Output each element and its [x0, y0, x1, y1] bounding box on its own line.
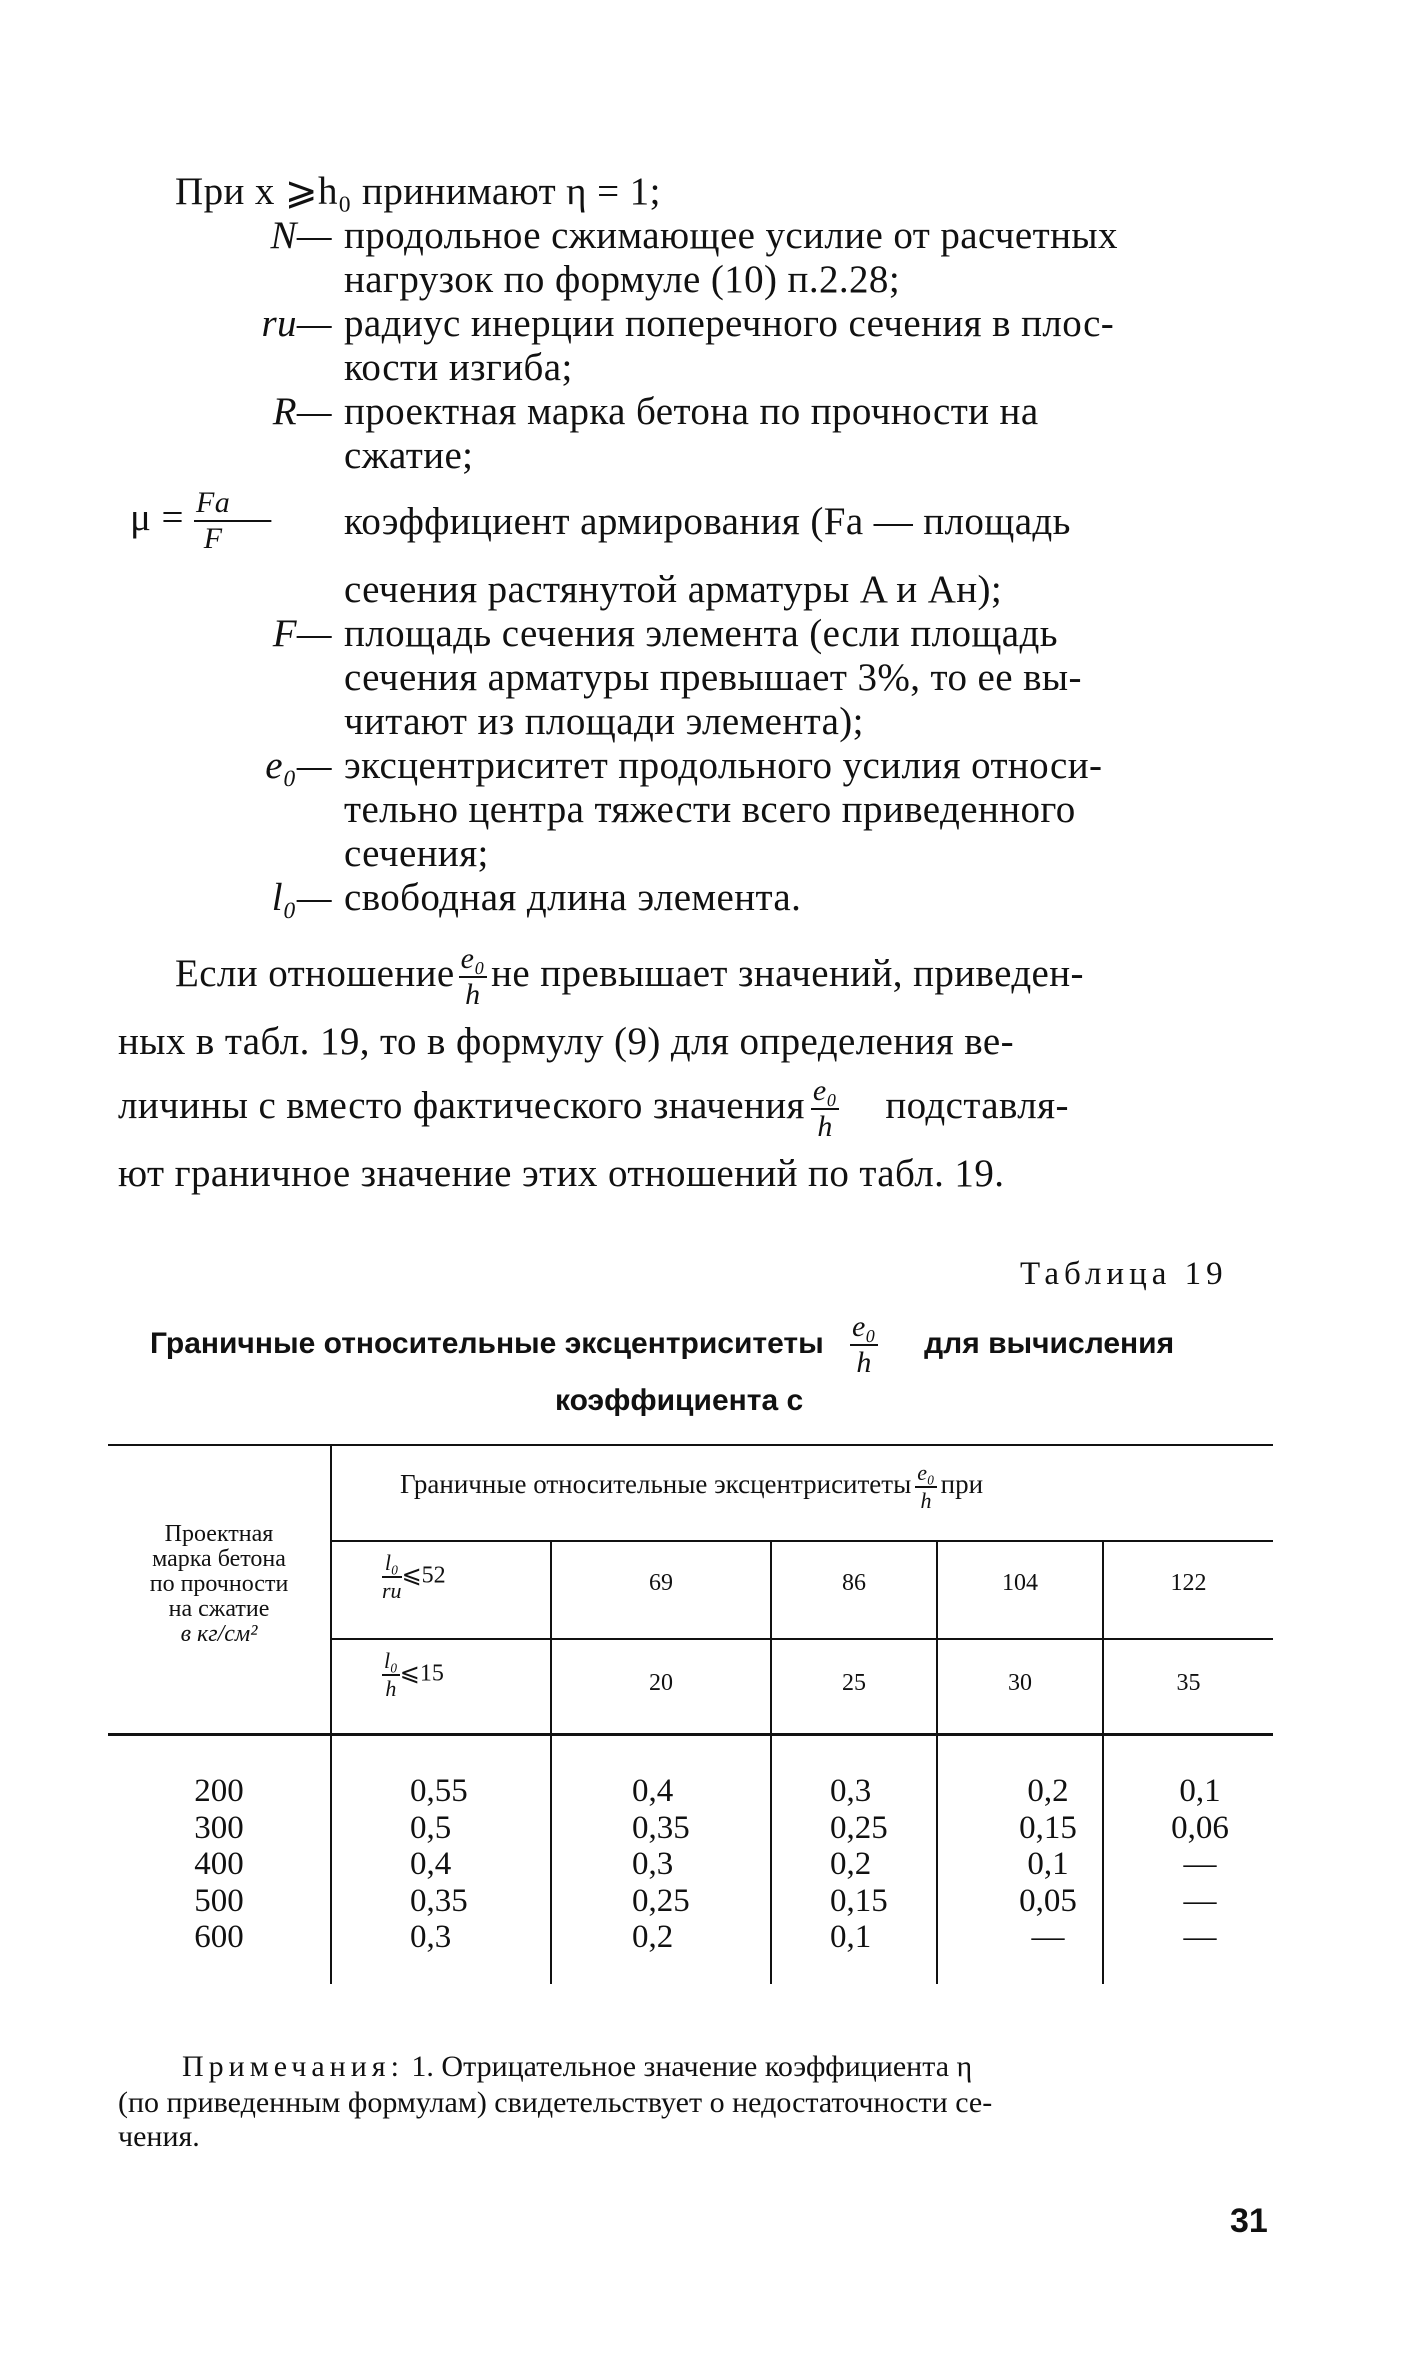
table-caption-line2: коэффициента c: [555, 1384, 804, 1417]
value-column-3: 0,3 0,25 0,2 0,15 0,1: [830, 1773, 888, 1955]
symbol-e0: e₀—: [265, 744, 332, 787]
value-column-2: 0,4 0,35 0,3 0,25 0,2: [632, 1773, 690, 1955]
symbol-mu: μ = $\frac{Fa}{F}$ —: [130, 486, 272, 555]
table-top-rule: [108, 1444, 1273, 1446]
row1-value-3: 104: [1002, 1570, 1038, 1596]
caption-fraction: $\frac{\text{e₀}}{h}$: [852, 1310, 876, 1379]
ratio-fraction-1: $\frac{\text{e₀}}{h}$: [460, 942, 486, 1011]
page-number: 31: [1230, 2202, 1268, 2240]
paragraph-line4: ют граничное значение этих отношений по табл. 19.: [118, 1152, 1005, 1195]
table-mid-rule: [332, 1638, 1273, 1640]
row2-value-4: 35: [1176, 1670, 1201, 1696]
row2-value-1: 20: [649, 1670, 673, 1696]
row1-value-2: 86: [842, 1570, 866, 1596]
table-label: Таблица 19: [1020, 1256, 1228, 1292]
table-body-rule: [108, 1733, 1273, 1736]
row2-value-2: 25: [842, 1670, 866, 1696]
paragraph-line2: ных в табл. 19, то в формулу (9) для определения ве-: [118, 1020, 1014, 1063]
table-caption-line1: Граничные относительные эксцентриситеты $\frac{\text{e₀}}{h}$ для вычисления: [150, 1310, 1175, 1379]
note-line2: (по приведенным формулам) свидетельствует о недостаточности се-: [118, 2086, 993, 2119]
group-header: Граничные относительные эксцентриситеты $\frac{\text{e₀}}{h}$ при: [400, 1460, 984, 1513]
definition-e0-line3: сечения;: [344, 832, 489, 875]
definition-n-line2: нагрузок по формуле (10) п.2.28;: [344, 258, 901, 301]
row-header: Проектная марка бетона по прочности на сжатие в кг/см²: [149, 1521, 289, 1647]
intro-line: При x ⩾h₀ принимают η = 1;: [175, 170, 661, 213]
definition-e0-line1: эксцентриситет продольного усилия относи-: [344, 744, 1103, 787]
row1-label: $\frac{\text{l₀}}{rи}$ ⩽52: [382, 1550, 446, 1603]
grade-column: 200 300 400 500 600: [194, 1773, 244, 1955]
symbol-f: F—: [272, 612, 332, 655]
symbol-big-r: R—: [272, 390, 332, 433]
table-vline-2: [550, 1540, 552, 1984]
definition-e0-line2: тельно центра тяжести всего приведенного: [344, 788, 1076, 831]
definition-r-line1: радиус инерции поперечного сечения в плос-: [344, 302, 1115, 345]
value-column-5: 0,1 0,06 — — —: [1171, 1773, 1229, 1955]
mu-fraction: $\frac{Fa}{F}$: [196, 486, 231, 555]
definition-big-r-line2: сжатие;: [344, 434, 474, 477]
row2-value-3: 30: [1008, 1670, 1032, 1696]
definition-r-line2: кости изгиба;: [344, 346, 573, 389]
table-vline-1: [330, 1444, 332, 1984]
value-column-1: 0,55 0,5 0,4 0,35 0,3: [410, 1773, 468, 1955]
symbol-r: rи—: [261, 302, 332, 345]
symbol-l0: l₀—: [271, 876, 332, 919]
ratio-fraction-2: $\frac{\text{e₀}}{h}$: [812, 1074, 838, 1143]
table-vline-3: [770, 1540, 772, 1984]
value-column-4: 0,2 0,15 0,1 0,05 —: [1019, 1773, 1077, 1955]
row2-fraction: $\frac{\text{l₀}}{h}$: [384, 1648, 398, 1701]
table-header-rule: [332, 1540, 1273, 1542]
paragraph-line3: личины c вместо фактического значения $\frac{\text{e₀}}{h}$ подставля-: [118, 1074, 1069, 1143]
row1-value-1: 69: [649, 1570, 673, 1596]
definition-mu-line1: коэффициент армирования (Fa — площадь: [344, 500, 1071, 543]
paragraph-line1: Если отношение $\frac{\text{e₀}}{h}$ не превышает значений, приведен-: [175, 942, 1084, 1011]
note-line1: Примечания: 1. Отрицательное значение коэффициента η: [182, 2050, 973, 2083]
definition-n-line1: продольное сжимающее усилие от расчетных: [344, 214, 1118, 257]
table-vline-4: [936, 1540, 938, 1984]
definition-big-r-line1: проектная марка бетона по прочности на: [344, 390, 1039, 433]
group-header-fraction: $\frac{\text{e₀}}{h}$: [917, 1460, 935, 1513]
row2-label: $\frac{\text{l₀}}{h}$ ⩽15: [384, 1648, 444, 1701]
table-vline-5: [1102, 1540, 1104, 1984]
definition-f-line2: сечения арматуры превышает 3%, то ее вы-: [344, 656, 1082, 699]
note-line3: чения.: [118, 2120, 200, 2153]
definition-mu-line2: сечения растянутой арматуры A и Aн);: [344, 568, 1003, 611]
symbol-n: N—: [270, 214, 332, 257]
row1-value-4: 122: [1170, 1570, 1207, 1596]
definition-f-line3: читают из площади элемента);: [344, 700, 864, 743]
row1-fraction: $\frac{\text{l₀}}{rи}$: [382, 1550, 402, 1603]
definition-l0-line1: свободная длина элемента.: [344, 876, 802, 919]
definition-f-line1: площадь сечения элемента (если площадь: [344, 612, 1058, 655]
